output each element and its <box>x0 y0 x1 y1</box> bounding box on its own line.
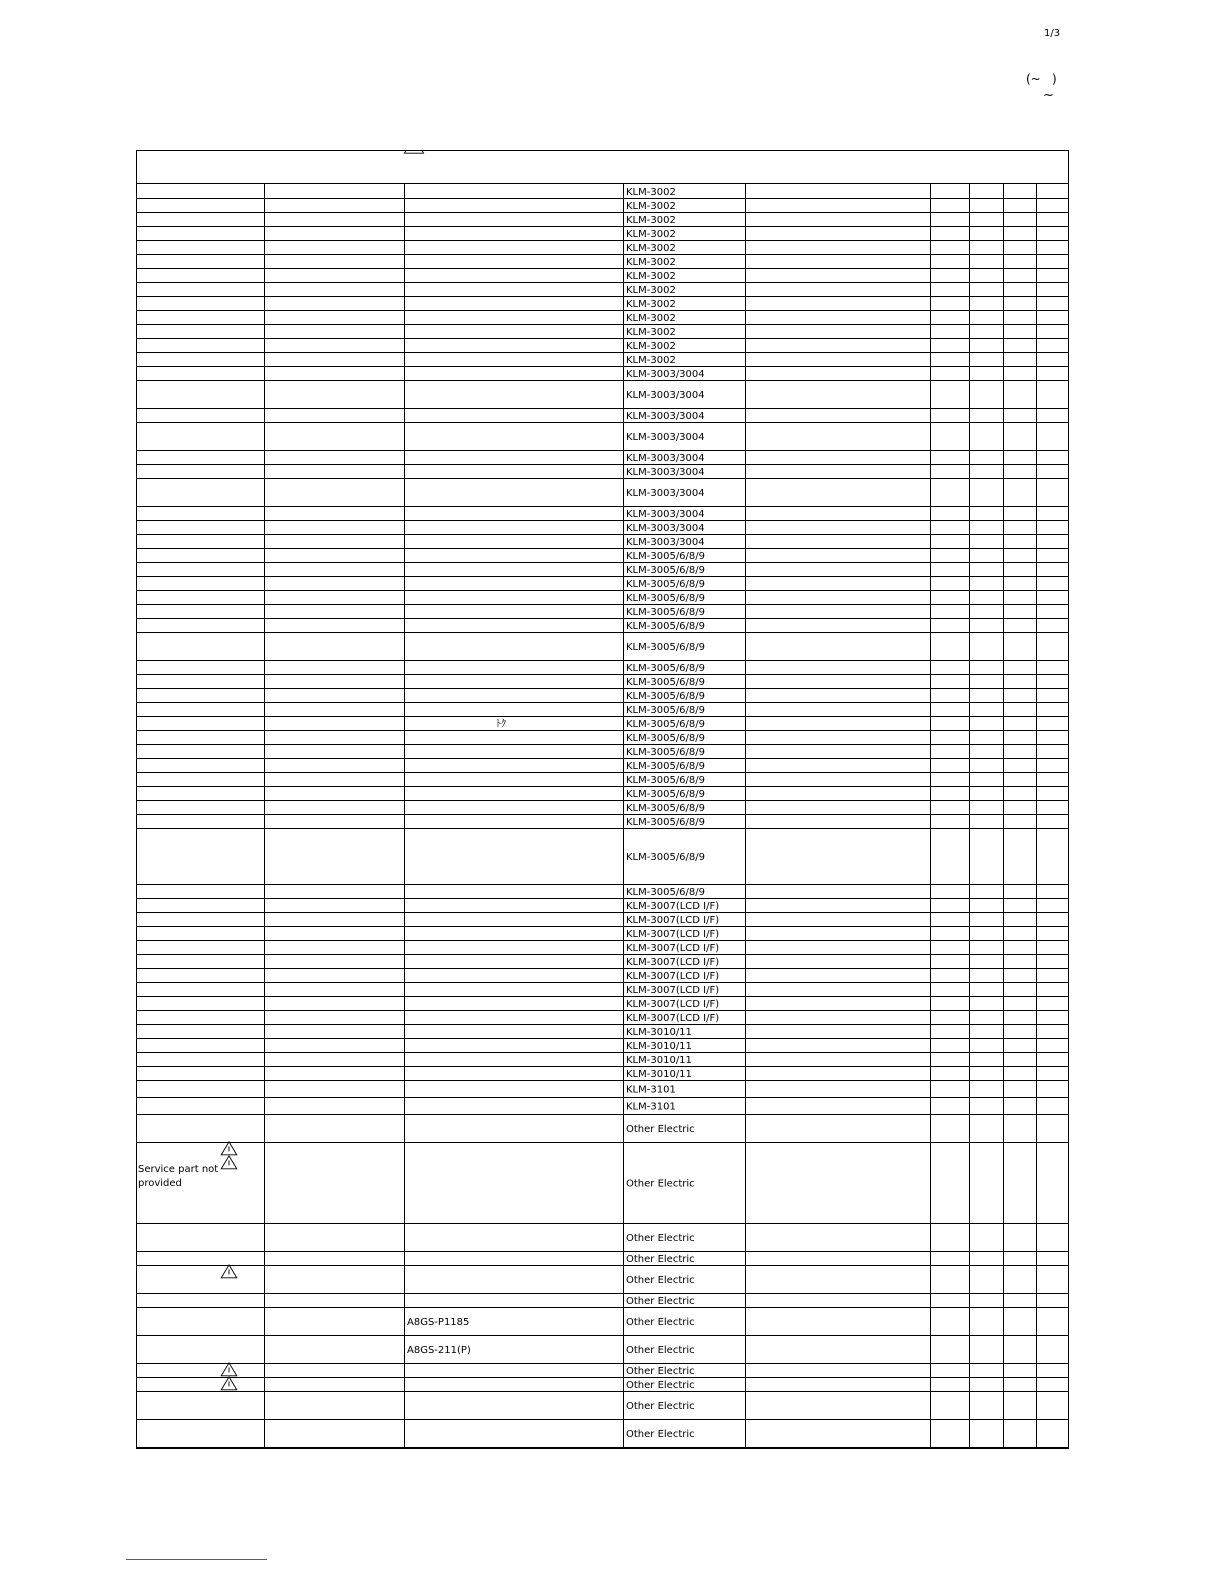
model-name: KLM-3005/6/8/9 <box>626 642 706 653</box>
remark-note: Service part not provided <box>138 1164 219 1189</box>
warning-icon <box>221 1156 237 1169</box>
model-name: KLM-3007(LCD I/F) <box>626 943 720 954</box>
model-name: KLM-3003/3004 <box>626 509 705 520</box>
model-name: Other Electric <box>626 1345 695 1356</box>
model-name: KLM-3007(LCD I/F) <box>626 957 720 968</box>
model-name: Other Electric <box>626 1380 695 1391</box>
model-name: Other Electric <box>626 1366 695 1377</box>
model-name: KLM-3002 <box>626 313 676 324</box>
model-name: KLM-3007(LCD I/F) <box>626 985 720 996</box>
model-name: KLM-3007(LCD I/F) <box>626 915 720 926</box>
model-name: KLM-3007(LCD I/F) <box>626 901 720 912</box>
model-name: KLM-3005/6/8/9 <box>626 719 706 730</box>
model-name: KLM-3002 <box>626 215 676 226</box>
model-name: Other Electric <box>626 1124 695 1135</box>
model-name: KLM-3005/6/8/9 <box>626 817 706 828</box>
part-code: A8GS-P1185 <box>407 1317 470 1328</box>
model-name: KLM-3005/6/8/9 <box>626 775 706 786</box>
model-name: KLM-3002 <box>626 355 676 366</box>
model-name: KLM-3003/3004 <box>626 369 705 380</box>
model-name: KLM-3002 <box>626 341 676 352</box>
date-range-tilde: ~ <box>1043 88 1054 103</box>
model-name: KLM-3007(LCD I/F) <box>626 971 720 982</box>
model-name: KLM-3003/3004 <box>626 453 705 464</box>
part-code: ﾄｸ <box>496 719 506 730</box>
model-name: KLM-3010/11 <box>626 1027 692 1038</box>
model-name: Other Electric <box>626 1429 695 1440</box>
model-name: KLM-3005/6/8/9 <box>626 565 706 576</box>
model-name: KLM-3005/6/8/9 <box>626 747 706 758</box>
model-name: Other Electric <box>626 1178 695 1190</box>
model-name: KLM-3005/6/8/9 <box>626 691 706 702</box>
model-name: KLM-3010/11 <box>626 1041 692 1052</box>
model-name: KLM-3005/6/8/9 <box>626 593 706 604</box>
part-code: A8GS-211(P) <box>407 1345 471 1356</box>
model-name: KLM-3005/6/8/9 <box>626 607 706 618</box>
model-name: KLM-3003/3004 <box>626 467 705 478</box>
model-name: KLM-3003/3004 <box>626 432 705 443</box>
model-name: KLM-3010/11 <box>626 1069 692 1080</box>
model-name: KLM-3005/6/8/9 <box>626 621 706 632</box>
model-name: KLM-3005/6/8/9 <box>626 677 706 688</box>
model-name: KLM-3003/3004 <box>626 523 705 534</box>
model-name: KLM-3005/6/8/9 <box>626 761 706 772</box>
model-name: KLM-3002 <box>626 229 676 240</box>
model-name: Other Electric <box>626 1275 695 1286</box>
model-name: Other Electric <box>626 1233 695 1244</box>
model-name: KLM-3005/6/8/9 <box>626 705 706 716</box>
model-name: KLM-3007(LCD I/F) <box>626 999 720 1010</box>
warning-icon <box>221 1265 237 1278</box>
date-range-close: ) <box>1052 72 1057 86</box>
model-name: KLM-3101 <box>626 1101 676 1113</box>
model-name: KLM-3005/6/8/9 <box>626 551 706 562</box>
model-name: KLM-3005/6/8/9 <box>626 887 706 898</box>
model-name: KLM-3007(LCD I/F) <box>626 929 720 940</box>
model-name: KLM-3003/3004 <box>626 537 705 548</box>
model-name: KLM-3005/6/8/9 <box>626 663 706 674</box>
model-name: KLM-3002 <box>626 327 676 338</box>
model-name: KLM-3002 <box>626 257 676 268</box>
model-name: KLM-3002 <box>626 201 676 212</box>
warning-icon <box>221 1363 237 1376</box>
model-name: Other Electric <box>626 1401 695 1412</box>
model-name: KLM-3003/3004 <box>626 411 705 422</box>
warning-icon <box>221 1377 237 1390</box>
model-name: KLM-3002 <box>626 299 676 310</box>
model-name: Other Electric <box>626 1317 695 1328</box>
model-name: KLM-3002 <box>626 187 676 198</box>
model-name: KLM-3007(LCD I/F) <box>626 1013 720 1024</box>
model-name: KLM-3002 <box>626 271 676 282</box>
model-name: KLM-3005/6/8/9 <box>626 579 706 590</box>
date-range-open: (~ <box>1026 72 1041 86</box>
model-name: Other Electric <box>626 1254 695 1265</box>
parts-list-table <box>136 150 1069 1449</box>
page-number: 1/3 <box>1044 28 1061 39</box>
model-name: KLM-3005/6/8/9 <box>626 789 706 800</box>
model-name: KLM-3005/6/8/9 <box>626 733 706 744</box>
model-name: KLM-3101 <box>626 1084 676 1096</box>
model-name: KLM-3003/3004 <box>626 390 705 401</box>
model-name: KLM-3003/3004 <box>626 488 705 499</box>
model-name: KLM-3002 <box>626 243 676 254</box>
warning-icon <box>221 1142 237 1155</box>
model-name: KLM-3005/6/8/9 <box>626 852 706 863</box>
footer-link-underline <box>126 1559 267 1560</box>
model-name: KLM-3010/11 <box>626 1055 692 1066</box>
model-name: KLM-3002 <box>626 285 676 296</box>
model-name: Other Electric <box>626 1296 695 1307</box>
model-name: KLM-3005/6/8/9 <box>626 803 706 814</box>
